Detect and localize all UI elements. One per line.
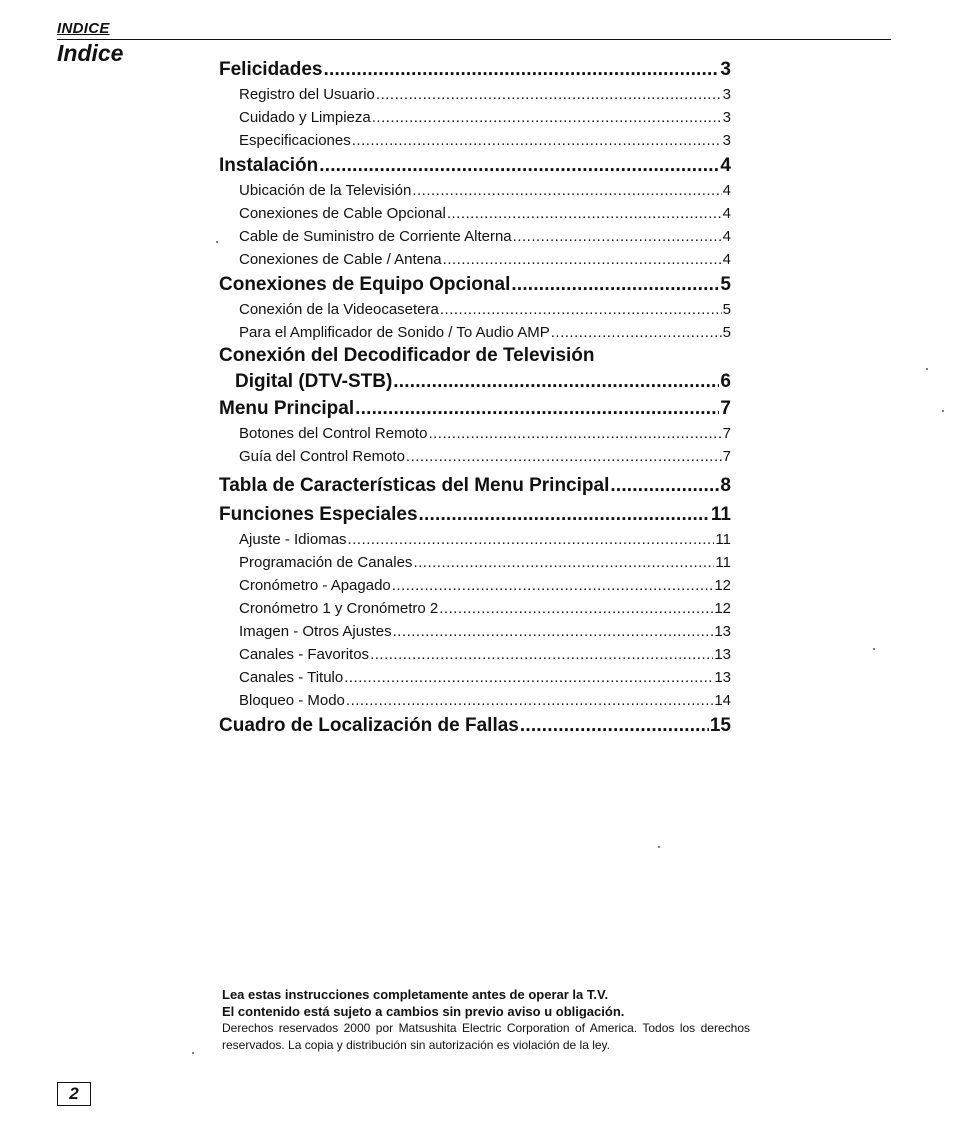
- toc-item[interactable]: [219, 551, 731, 574]
- toc-item-label: Especificaciones: [239, 132, 351, 149]
- toc-section-decodificador[interactable]: [219, 368, 731, 395]
- toc-item-label: Canales - Titulo: [239, 669, 344, 686]
- toc-item-label: Botones del Control Remoto: [239, 425, 428, 442]
- toc-item[interactable]: [219, 643, 731, 666]
- dot-leader: [324, 56, 720, 83]
- toc-item-label: Para el Amplificador de Sonido / To Audio AMP: [239, 324, 550, 341]
- toc-item-label: Registro del Usuario: [239, 86, 375, 103]
- toc-page-number: 7: [722, 448, 731, 465]
- header-rule: [57, 39, 891, 40]
- toc-page-number: 12: [714, 577, 731, 594]
- dot-leader: [370, 643, 713, 666]
- toc-item-label: Cronómetro 1 y Cronómetro 2: [239, 600, 439, 617]
- toc-item[interactable]: [219, 574, 731, 597]
- toc-section-label: Conexiones de Equipo Opcional: [219, 274, 511, 295]
- toc-page-number: 4: [720, 155, 731, 176]
- toc-item[interactable]: [219, 129, 731, 152]
- copyright-text: Derechos reservados 2000 por Matsushita Electric Corporation of America. Todos los derechos reservados. La copia y distribución sin autorización es violación de la ley.: [222, 1021, 750, 1052]
- toc-section-label: Tabla de Características del Menu Principal: [219, 475, 610, 496]
- toc-section-label: Funciones Especiales: [219, 504, 418, 525]
- dot-leader: [372, 106, 722, 129]
- toc-item-label: Programación de Canales: [239, 554, 413, 571]
- toc-page-number: 5: [722, 324, 731, 341]
- scan-speck: [942, 410, 944, 412]
- scan-speck: [926, 368, 928, 370]
- toc-page-number: 4: [722, 251, 731, 268]
- dot-leader: [352, 129, 722, 152]
- toc-page-number: 3: [722, 109, 731, 126]
- toc-section-decodificador-line1[interactable]: Conexión del Decodificador de Televisión: [219, 345, 595, 366]
- dot-leader: [393, 368, 719, 395]
- toc-page-number: 11: [710, 504, 731, 525]
- toc-section-felicidades[interactable]: [219, 56, 731, 83]
- toc-item-label: Ubicación de la Televisión: [239, 182, 412, 199]
- toc-section-label: Menu Principal: [219, 398, 355, 419]
- toc-section-instalacion[interactable]: [219, 152, 731, 179]
- toc-page-number: 5: [722, 301, 731, 318]
- toc-item-label: Canales - Favoritos: [239, 646, 370, 663]
- toc-item-label: Conexiones de Cable / Antena: [239, 251, 442, 268]
- toc-page-number: 4: [722, 205, 731, 222]
- toc-page-number: 4: [722, 182, 731, 199]
- dot-leader: [443, 248, 722, 271]
- toc-item[interactable]: [219, 225, 731, 248]
- dot-leader: [511, 271, 719, 298]
- toc-item[interactable]: [219, 445, 731, 468]
- dot-leader: [440, 298, 722, 321]
- dot-leader: [406, 445, 722, 468]
- toc-item-label: Guía del Control Remoto: [239, 448, 405, 465]
- toc-page-number: 7: [722, 425, 731, 442]
- toc-page-number: 3: [722, 132, 731, 149]
- toc-section-label: Felicidades: [219, 59, 323, 80]
- table-of-contents: [219, 56, 731, 739]
- dot-leader: [319, 152, 719, 179]
- toc-item[interactable]: [219, 83, 731, 106]
- toc-section-label: Cuadro de Localización de Fallas: [219, 715, 519, 736]
- toc-item[interactable]: [219, 179, 731, 202]
- dot-leader: [610, 472, 719, 499]
- toc-item[interactable]: [219, 106, 731, 129]
- toc-page-number: 13: [714, 646, 731, 663]
- toc-item-label: Conexión de la Videocasetera: [239, 301, 439, 318]
- toc-page-number: 13: [714, 623, 731, 640]
- toc-item[interactable]: [219, 422, 731, 445]
- dot-leader: [447, 202, 722, 225]
- toc-item-label: Imagen - Otros Ajustes: [239, 623, 392, 640]
- dot-leader: [376, 83, 722, 106]
- toc-item-label: Conexiones de Cable Opcional: [239, 205, 446, 222]
- toc-section-label: Instalación: [219, 155, 319, 176]
- toc-item-label: Ajuste - Idiomas: [239, 531, 347, 548]
- dot-leader: [412, 179, 721, 202]
- toc-page-number: 8: [720, 475, 731, 496]
- toc-section-fallas[interactable]: [219, 712, 731, 739]
- dot-leader: [355, 395, 719, 422]
- toc-item-label: Bloqueo - Modo: [239, 692, 345, 709]
- toc-page-number: 6: [720, 371, 731, 392]
- dot-leader: [428, 422, 721, 445]
- dot-leader: [513, 225, 722, 248]
- toc-page-number: 12: [714, 600, 731, 617]
- scan-speck: [192, 1052, 194, 1054]
- toc-item[interactable]: [219, 528, 731, 551]
- dot-leader: [439, 597, 713, 620]
- toc-item-label: Cuidado y Limpieza: [239, 109, 371, 126]
- toc-page-number: 11: [715, 531, 731, 548]
- dot-leader: [419, 501, 710, 528]
- section-header-label: INDICE: [57, 20, 110, 37]
- page-title: Indice: [57, 40, 124, 66]
- toc-section-equipo[interactable]: [219, 271, 731, 298]
- scan-speck: [658, 846, 660, 848]
- dot-leader: [346, 689, 713, 712]
- dot-leader: [551, 321, 722, 344]
- dot-leader: [392, 574, 714, 597]
- toc-section-funciones[interactable]: [219, 501, 731, 528]
- toc-page-number: 3: [722, 86, 731, 103]
- toc-page-number: 14: [714, 692, 731, 709]
- toc-item[interactable]: [219, 202, 731, 225]
- scan-speck: [873, 648, 875, 650]
- dot-leader: [413, 551, 714, 574]
- dot-leader: [520, 712, 709, 739]
- toc-section-menu[interactable]: [219, 395, 731, 422]
- toc-item[interactable]: [219, 666, 731, 689]
- notice-read-instructions: Lea estas instrucciones completamente antes de operar la T.V.: [222, 987, 609, 1002]
- dot-leader: [344, 666, 713, 689]
- toc-item[interactable]: [219, 689, 731, 712]
- toc-page-number: 5: [720, 274, 731, 295]
- toc-item-label: Cronómetro - Apagado: [239, 577, 391, 594]
- scan-speck: [216, 241, 218, 243]
- toc-page-number: 7: [720, 398, 731, 419]
- toc-item[interactable]: [219, 298, 731, 321]
- toc-page-number: 11: [715, 554, 731, 571]
- toc-page-number: 4: [722, 228, 731, 245]
- dot-leader: [348, 528, 715, 551]
- notice-subject-to-change: El contenido está sujeto a cambios sin previo aviso u obligación.: [222, 1004, 625, 1019]
- toc-item[interactable]: [219, 597, 731, 620]
- toc-section-tabla[interactable]: [219, 472, 731, 499]
- notice-block: [222, 986, 750, 1054]
- toc-section-label: Digital (DTV-STB): [235, 371, 393, 392]
- toc-item[interactable]: [219, 248, 731, 271]
- toc-page-number: 13: [714, 669, 731, 686]
- toc-page-number: 15: [709, 715, 731, 736]
- dot-leader: [393, 620, 714, 643]
- toc-item-label: Cable de Suministro de Corriente Alterna: [239, 228, 512, 245]
- toc-item[interactable]: [219, 321, 731, 344]
- page-number-box: 2: [57, 1082, 91, 1106]
- toc-page-number: 3: [720, 59, 731, 80]
- toc-item[interactable]: [219, 620, 731, 643]
